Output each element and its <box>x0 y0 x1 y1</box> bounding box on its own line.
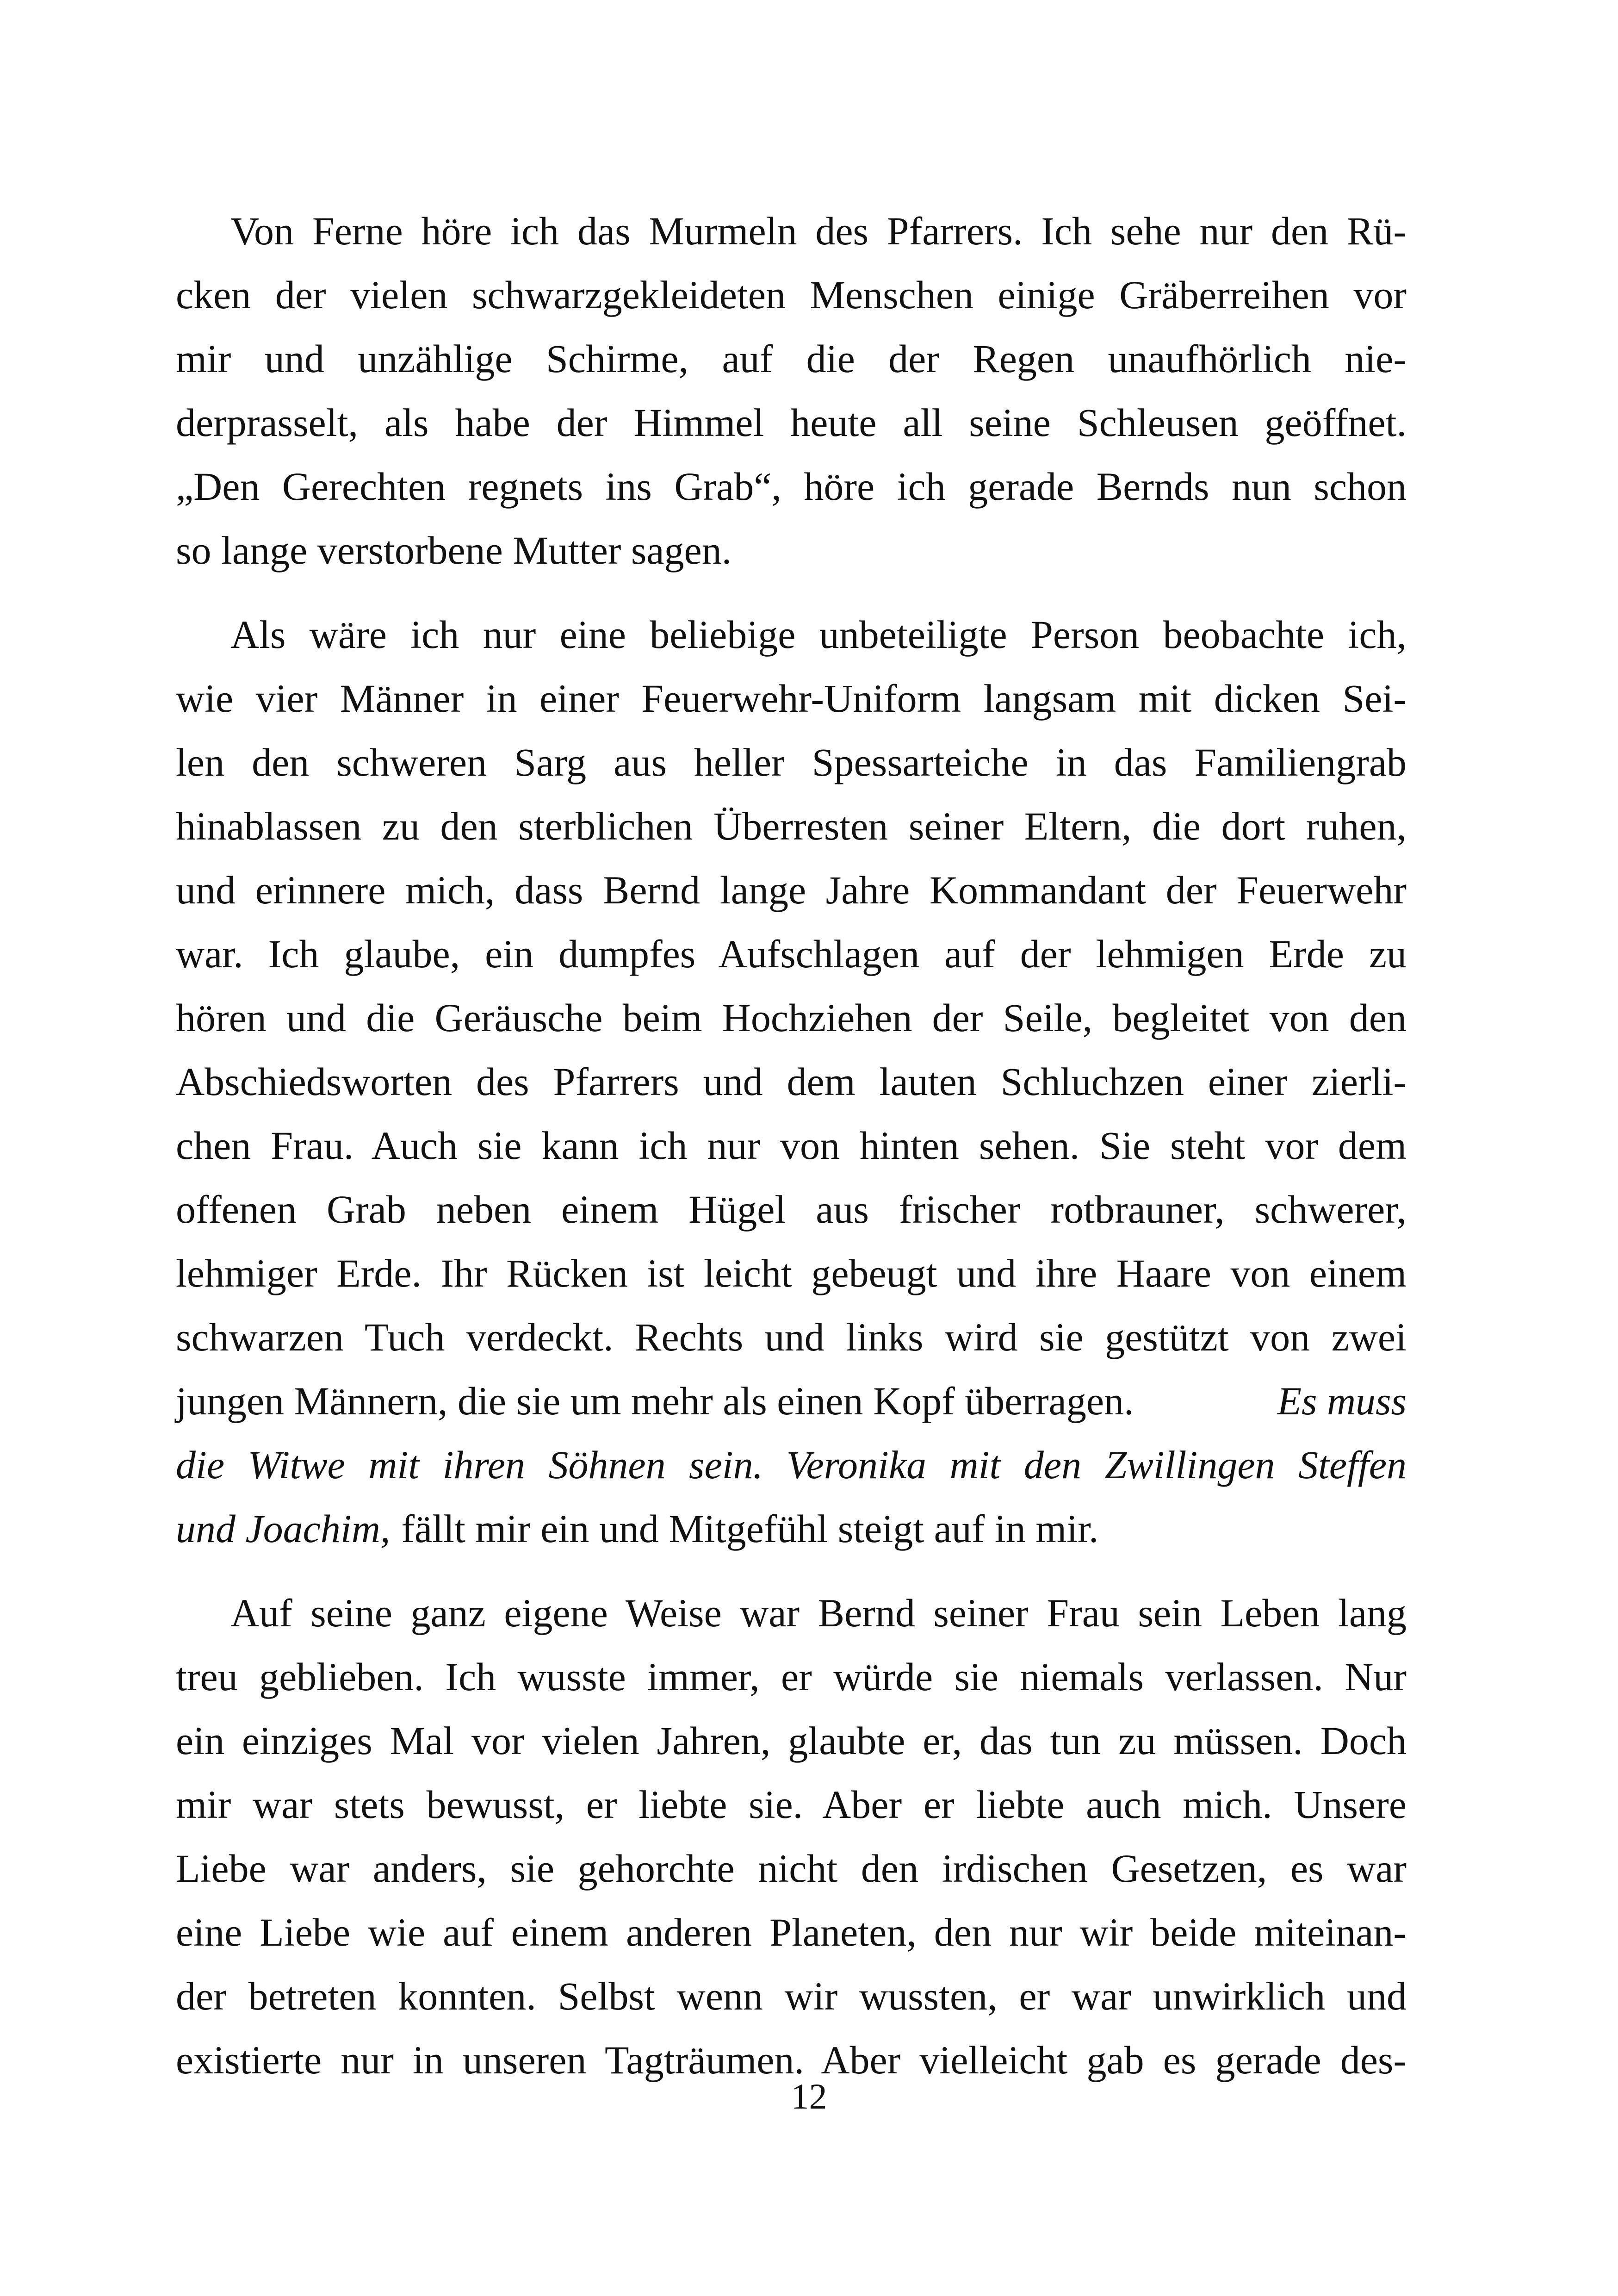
paragraph-3 <box>176 1581 1407 2092</box>
text-line: mir war stets bewusst, er liebte sie. Aber er liebte auch mich. Unsere <box>176 1782 1407 1827</box>
text-segment: jungen Männern, die sie um mehr als einen Kopf überragen. <box>176 1379 1134 1423</box>
italic-text-segment: und Joachim, <box>176 1506 391 1551</box>
text-line: chen Frau. Auch sie kann ich nur von hinten sehen. Sie steht vor dem <box>176 1123 1407 1168</box>
text-line: cken der vielen schwarzgekleideten Menschen einige Gräberreihen vor <box>176 273 1407 317</box>
paragraph-2 <box>176 603 1407 1561</box>
text-line: offenen Grab neben einem Hügel aus frischer rotbrauner, schwerer, <box>176 1187 1407 1232</box>
text-segment: fällt mir ein und Mitgefühl steigt auf in mir. <box>401 1506 1099 1551</box>
text-line: existierte nur in unseren Tagträumen. Aber vielleicht gab es gerade des- <box>176 2038 1407 2082</box>
text-line: hören und die Geräusche beim Hochziehen der Seile, begleitet von den <box>176 996 1407 1040</box>
text-line: und erinnere mich, dass Bernd lange Jahre Kommandant der Feuerwehr <box>176 868 1407 912</box>
text-line: ein einziges Mal vor vielen Jahren, glaubte er, das tun zu müssen. Doch <box>176 1718 1407 1763</box>
text-line: lehmiger Erde. Ihr Rücken ist leicht gebeugt und ihre Haare von einem <box>176 1251 1407 1295</box>
text-line: mir und unzählige Schirme, auf die der Regen unaufhörlich nie- <box>176 336 1407 381</box>
body-text <box>176 199 1407 2092</box>
text-line: len den schweren Sarg aus heller Spessarteiche in das Familiengrab <box>176 740 1407 784</box>
text-line: der betreten konnten. Selbst wenn wir wussten, er war unwirklich und <box>176 1974 1407 2018</box>
text-line: hinablassen zu den sterblichen Überresten seiner Eltern, die dort ruhen, <box>176 804 1407 848</box>
text-line: war. Ich glaube, ein dumpfes Aufschlagen auf der lehmigen Erde zu <box>176 932 1407 976</box>
text-line: Von Ferne höre ich das Murmeln des Pfarrers. Ich sehe nur den Rü- <box>230 209 1407 253</box>
text-line: treu geblieben. Ich wusste immer, er würde sie niemals verlassen. Nur <box>176 1655 1407 1699</box>
text-line: Abschiedsworten des Pfarrers und dem lauten Schluchzen einer zierli- <box>176 1059 1407 1104</box>
text-line: Liebe war anders, sie gehorchte nicht den irdischen Gesetzen, es war <box>176 1846 1407 1891</box>
text-line: Als wäre ich nur eine beliebige unbeteiligte Person beobachte ich, <box>230 612 1407 657</box>
page-number: 12 <box>791 2076 827 2116</box>
italic-text-segment: Es muss <box>1277 1379 1407 1423</box>
text-line <box>176 1369 1407 1433</box>
paragraph-1 <box>176 199 1407 582</box>
text-line: so lange verstorbene Mutter sagen. <box>176 528 732 572</box>
text-line: wie vier Männer in einer Feuerwehr-Uniform langsam mit dicken Sei- <box>176 676 1407 721</box>
text-line <box>176 1497 1407 1561</box>
text-line: derprasselt, als habe der Himmel heute all seine Schleusen geöffnet. <box>176 400 1407 445</box>
italic-text-line: die Witwe mit ihren Söhnen sein. Veronika mit den Zwillingen Steffen <box>176 1443 1407 1487</box>
text-line: Auf seine ganz eigene Weise war Bernd seiner Frau sein Leben lang <box>230 1591 1407 1635</box>
text-line: schwarzen Tuch verdeckt. Rechts und links wird sie gestützt von zwei <box>176 1315 1407 1359</box>
text-line: eine Liebe wie auf einem anderen Planeten, den nur wir beide miteinan- <box>176 1910 1407 1954</box>
text-line: „Den Gerechten regnets ins Grab“, höre ich gerade Bernds nun schon <box>176 464 1407 509</box>
